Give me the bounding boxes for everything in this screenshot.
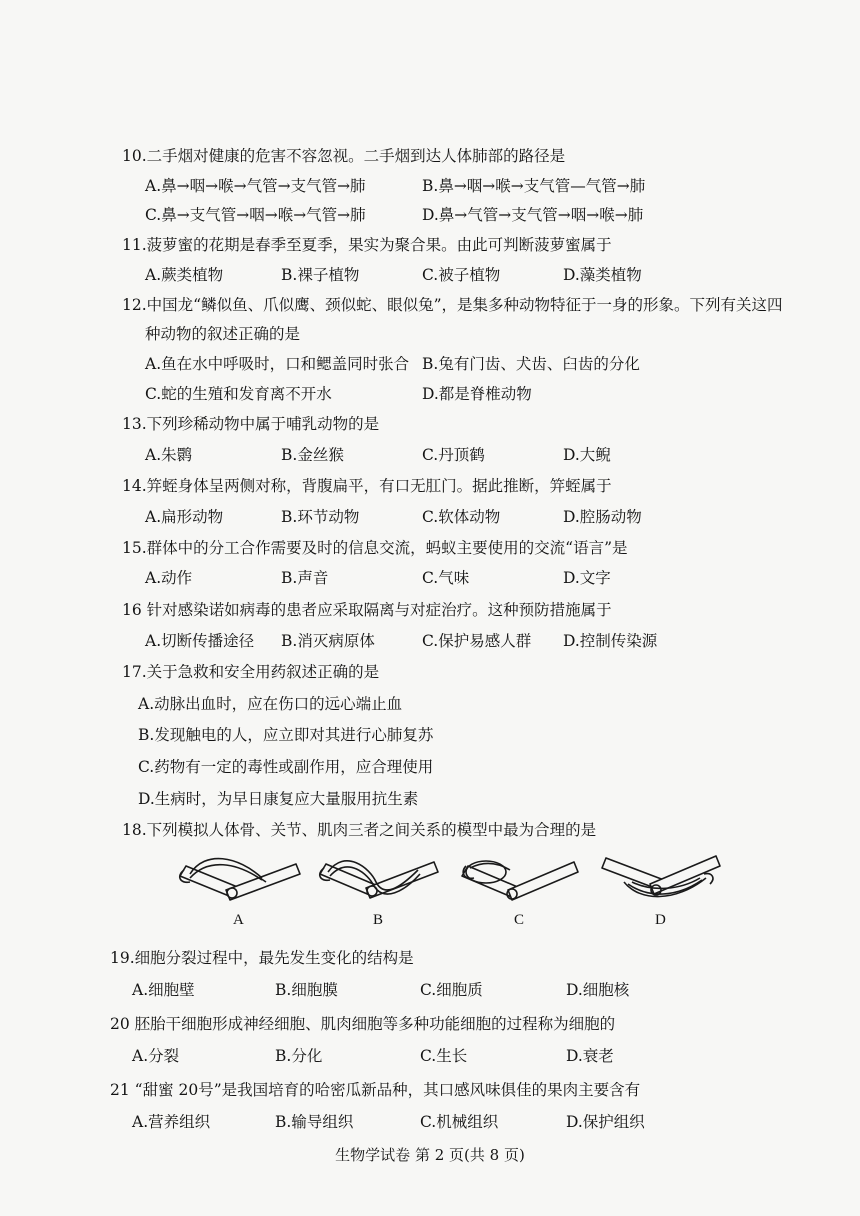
question-21-option-b: B.输导组织 bbox=[275, 1113, 354, 1131]
question-11-option-c: C.被子植物 bbox=[422, 266, 501, 284]
question-10-option-d: D.鼻→气管→支气管→咽→喉→肺 bbox=[422, 206, 644, 224]
question-19-option-c: C.细胞质 bbox=[420, 981, 483, 999]
question-10-option-c: C.鼻→支气管→咽→喉→气管→肺 bbox=[145, 206, 366, 224]
question-17-option-b: B.发现触电的人，应立即对其进行心肺复苏 bbox=[138, 726, 434, 744]
question-13-option-d: D.大鲵 bbox=[563, 446, 611, 464]
question-16-option-b: B.消灭病原体 bbox=[281, 632, 375, 650]
figure-label-b: B bbox=[373, 912, 384, 928]
question-17-option-a: A.动脉出血时，应在伤口的远心端止血 bbox=[138, 695, 403, 713]
question-20-stem: 20 胚胎干细胞形成神经细胞、肌肉细胞等多种功能细胞的过程称为细胞的 bbox=[110, 1015, 616, 1033]
question-17-stem: 17.关于急救和安全用药叙述正确的是 bbox=[122, 663, 380, 681]
question-12-option-a: A.鱼在水中呼吸时，口和鳃盖同时张合 bbox=[145, 355, 410, 373]
model-d-illustration bbox=[602, 856, 720, 897]
question-10-stem: 10.二手烟对健康的危害不容忽视。二手烟到达人体肺部的路径是 bbox=[122, 147, 566, 165]
question-15-stem: 15.群体中的分工合作需要及时的信息交流，蚂蚁主要使用的交流“语言”是 bbox=[122, 539, 628, 557]
question-16-stem: 16 针对感染诺如病毒的患者应采取隔离与对症治疗。这种预防措施属于 bbox=[122, 601, 612, 619]
question-16-option-a: A.切断传播途径 bbox=[145, 632, 255, 650]
question-13-option-a: A.朱鹮 bbox=[145, 446, 193, 464]
question-20-option-b: B.分化 bbox=[275, 1047, 323, 1065]
question-21-option-c: C.机械组织 bbox=[420, 1113, 499, 1131]
question-10-option-a: A.鼻→咽→喉→气管→支气管→肺 bbox=[145, 177, 366, 195]
question-15-option-c: C.气味 bbox=[422, 569, 470, 587]
question-12-stem-continued: 种动物的叙述正确的是 bbox=[145, 325, 301, 343]
model-b-illustration bbox=[320, 861, 438, 898]
question-13-option-c: C.丹顶鹤 bbox=[422, 446, 485, 464]
question-14-option-c: C.软体动物 bbox=[422, 508, 501, 526]
question-19-option-b: B.细胞膜 bbox=[275, 981, 338, 999]
question-20-option-a: A.分裂 bbox=[132, 1047, 180, 1065]
question-21-option-d: D.保护组织 bbox=[566, 1113, 645, 1131]
question-19-stem: 19.细胞分裂过程中，最先发生变化的结构是 bbox=[110, 949, 414, 967]
model-a-illustration bbox=[180, 859, 300, 900]
question-13-stem: 13.下列珍稀动物中属于哺乳动物的是 bbox=[122, 415, 380, 433]
question-19-option-a: A.细胞壁 bbox=[132, 981, 195, 999]
question-11-option-b: B.裸子植物 bbox=[281, 266, 360, 284]
question-11-option-d: D.藻类植物 bbox=[563, 266, 642, 284]
question-12-stem: 12.中国龙“鳞似鱼、爪似鹰、颈似蛇、眼似兔”，是集多种动物特征于一身的形象。下列有关这四 bbox=[122, 296, 783, 314]
question-14-option-b: B.环节动物 bbox=[281, 508, 360, 526]
question-14-option-d: D.腔肠动物 bbox=[563, 508, 642, 526]
question-12-option-d: D.都是脊椎动物 bbox=[422, 385, 532, 403]
question-10-option-b: B.鼻→咽→喉→支气管—气管→肺 bbox=[422, 177, 646, 195]
figure-label-c: C bbox=[514, 912, 525, 928]
question-18-stem: 18.下列模拟人体骨、关节、肌肉三者之间关系的模型中最为合理的是 bbox=[122, 821, 597, 839]
question-21-option-a: A.营养组织 bbox=[132, 1113, 211, 1131]
question-19-option-d: D.细胞核 bbox=[566, 981, 630, 999]
question-21-stem: 21 “甜蜜 20号”是我国培育的哈密瓜新品种，其口感风味俱佳的果肉主要含有 bbox=[110, 1081, 641, 1099]
question-15-option-d: D.文字 bbox=[563, 569, 611, 587]
question-17-option-c: C.药物有一定的毒性或副作用，应合理使用 bbox=[138, 758, 434, 776]
question-11-option-a: A.蕨类植物 bbox=[145, 266, 224, 284]
question-16-option-d: D.控制传染源 bbox=[563, 632, 658, 650]
figure-label-a: A bbox=[233, 912, 244, 928]
question-20-option-d: D.衰老 bbox=[566, 1047, 614, 1065]
page-footer: 生物学试卷 第 2 页(共 8 页) bbox=[335, 1146, 525, 1164]
question-12-option-b: B.兔有门齿、犬齿、臼齿的分化 bbox=[422, 355, 640, 373]
question-14-stem: 14.笄蛭身体呈两侧对称，背腹扁平，有口无肛门。据此推断，笄蛭属于 bbox=[122, 477, 612, 495]
question-14-option-a: A.扁形动物 bbox=[145, 508, 224, 526]
question-11-stem: 11.菠萝蜜的花期是春季至夏季，果实为聚合果。由此可判断菠萝蜜属于 bbox=[122, 236, 612, 254]
question-17-option-d: D.生病时，为早日康复应大量服用抗生素 bbox=[138, 790, 419, 808]
question-16-option-c: C.保护易感人群 bbox=[422, 632, 532, 650]
question-15-option-a: A.动作 bbox=[145, 569, 193, 587]
figure-label-d: D bbox=[655, 912, 666, 928]
model-c-illustration bbox=[462, 861, 578, 900]
joint-model-figures bbox=[0, 848, 860, 938]
question-12-option-c: C.蛇的生殖和发育离不开水 bbox=[145, 385, 332, 403]
question-20-option-c: C.生长 bbox=[420, 1047, 468, 1065]
question-13-option-b: B.金丝猴 bbox=[281, 446, 344, 464]
question-15-option-b: B.声音 bbox=[281, 569, 329, 587]
